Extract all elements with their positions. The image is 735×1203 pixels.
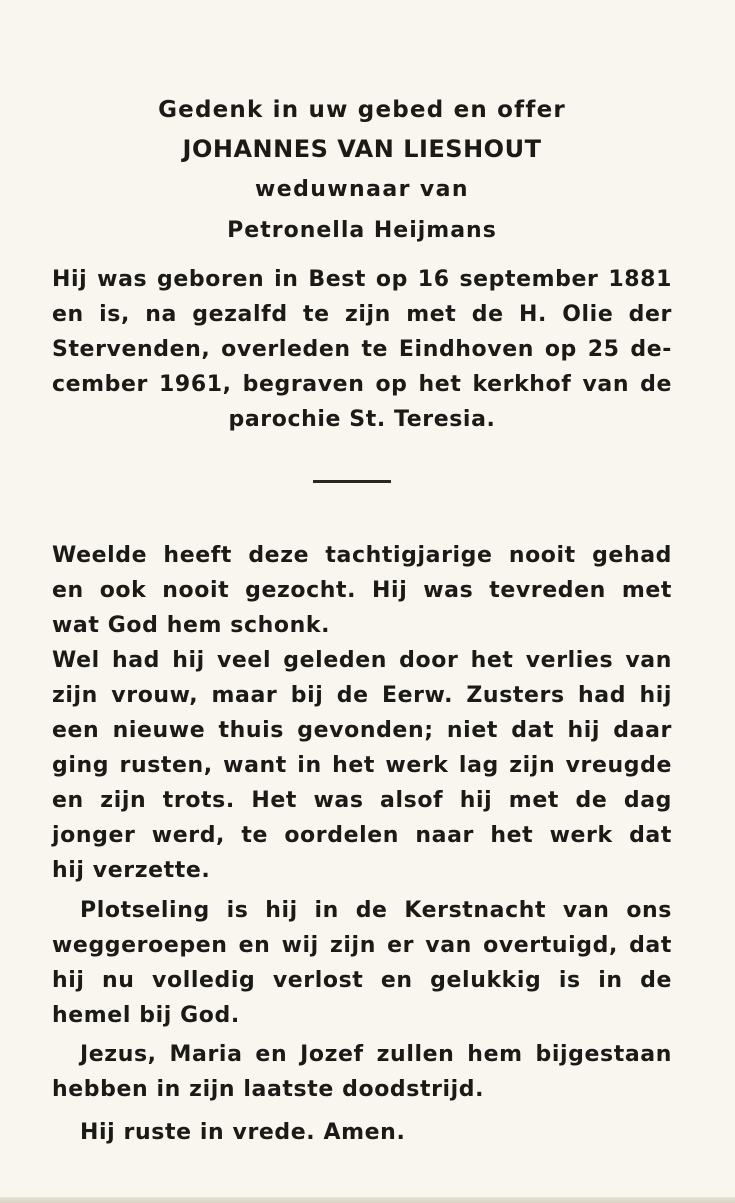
text-line: weggeroepen en wij zijn er van overtuigd, dat: [52, 933, 672, 958]
text-line: ging rusten, want in het werk lag zijn vreugde: [52, 753, 672, 778]
paragraph-death: [52, 893, 672, 1033]
bio-line: parochie St. Teresia.: [228, 407, 496, 432]
bio-line: cember 1961, begraven op het kerkhof van de: [52, 372, 672, 397]
closing-line: Hij ruste in vrede. Amen.: [80, 1120, 406, 1145]
text-line: Weelde heeft deze tachtigjarige nooit gehad: [52, 543, 672, 568]
bio-line: en is, na gezalfd te zijn met de H. Olie der: [52, 302, 672, 327]
deceased-name: JOHANNES VAN LIESHOUT: [182, 135, 542, 163]
paragraph-prayer: [52, 1037, 672, 1107]
text-line: en ook nooit gezocht. Hij was tevreden met: [52, 578, 672, 603]
bio-line: Stervenden, overleden te Eindhoven op 25 de-: [52, 337, 672, 362]
text-line: een nieuwe thuis gevonden; niet dat hij daar: [52, 718, 672, 743]
text-line: en zijn trots. Het was alsof hij met de dag: [52, 788, 672, 813]
card-header: [52, 92, 672, 252]
biography: [52, 262, 672, 437]
text-line: wat God hem schonk.: [52, 613, 331, 638]
text-line: hemel bij God.: [52, 1003, 240, 1028]
text-line: hij nu volledig verlost en gelukkig is in de: [52, 968, 672, 993]
relation-line: weduwnaar van: [255, 177, 469, 202]
spouse-name: Petronella Heijmans: [227, 218, 497, 243]
text-line: zijn vrouw, maar bij de Eerw. Zusters had hij: [52, 683, 672, 708]
text-line: jonger werd, te oordelen naar het werk dat: [52, 823, 672, 848]
bio-line: Hij was geboren in Best op 16 september 1881: [52, 267, 672, 292]
section-divider: [313, 480, 391, 483]
text-line: hebben in zijn laatste doodstrijd.: [52, 1077, 485, 1102]
closing-line-block: [52, 1115, 672, 1150]
paragraph-life: [52, 538, 672, 888]
text-line: Jezus, Maria en Jozef zullen hem bijgestaan: [80, 1042, 672, 1067]
card-bottom-edge: [0, 1197, 735, 1203]
text-line: hij verzette.: [52, 858, 211, 883]
intro-line: Gedenk in uw gebed en offer: [158, 97, 566, 123]
text-line: Wel had hij veel geleden door het verlies van: [52, 648, 672, 673]
text-line: Plotseling is hij in de Kerstnacht van ons: [80, 898, 672, 923]
